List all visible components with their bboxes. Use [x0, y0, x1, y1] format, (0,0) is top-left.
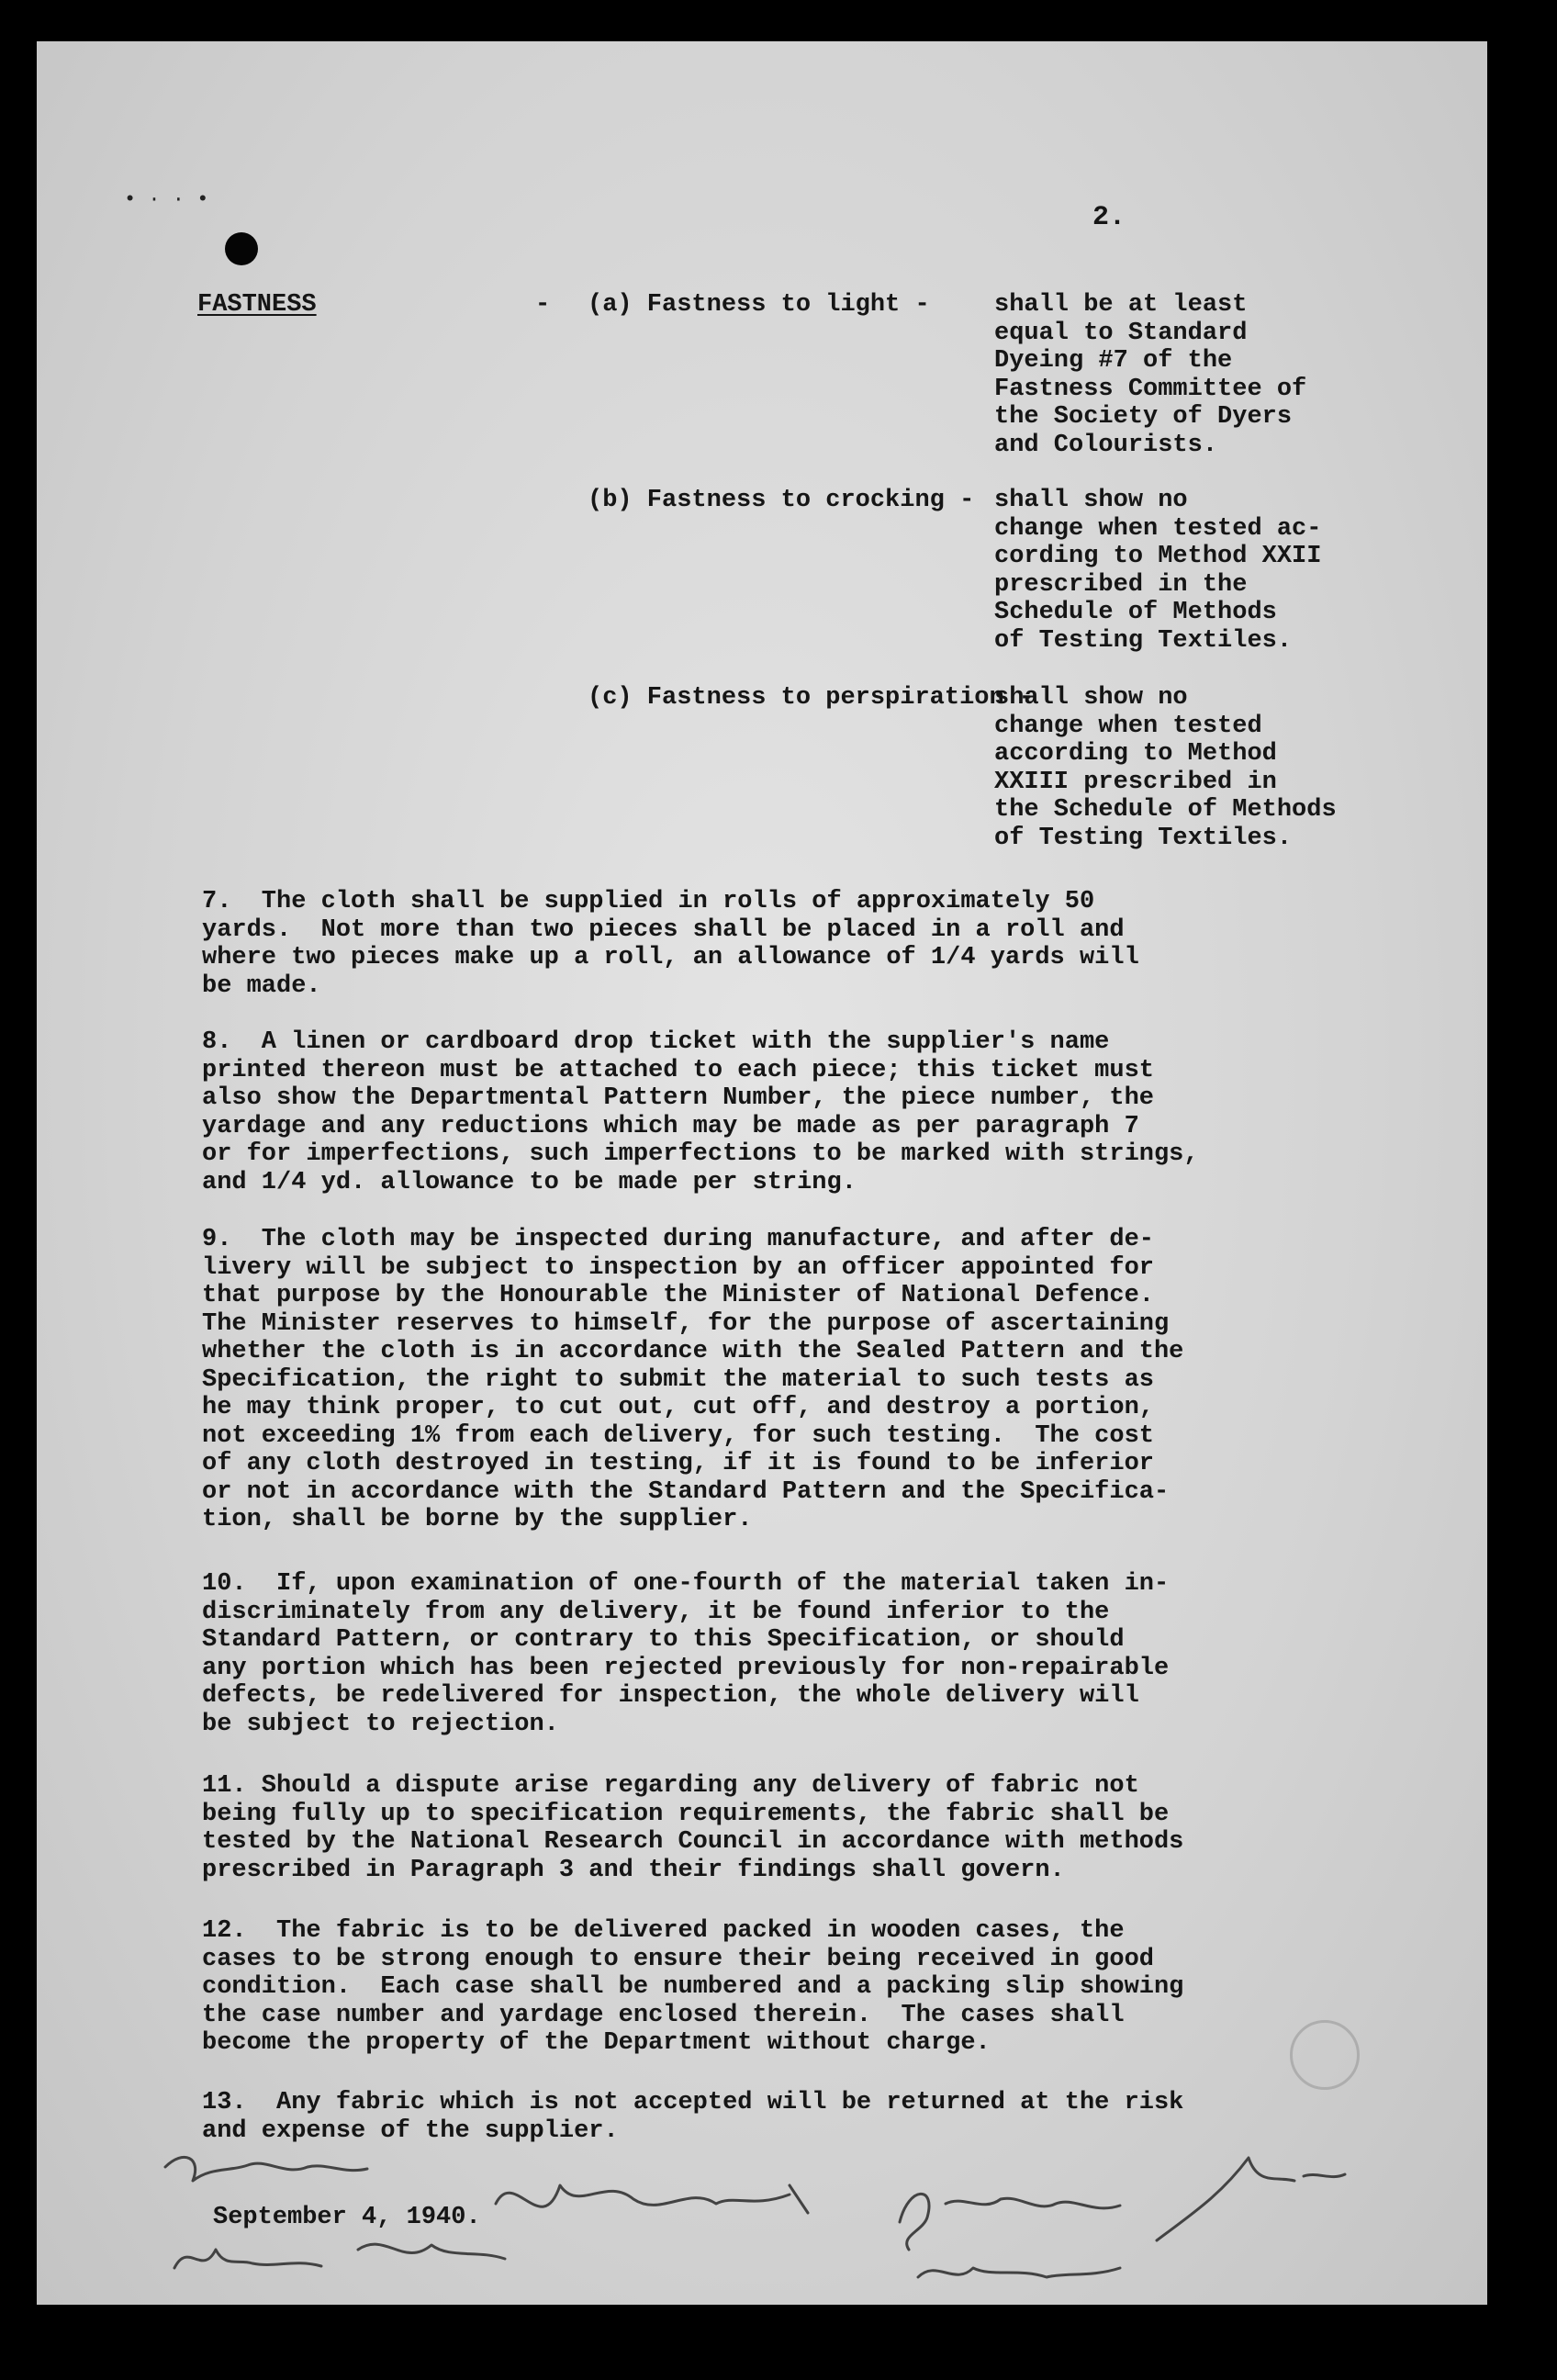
fastness-item-description: shall show no change when tested according to Method XXIII prescribed in the Schedule of Methods of Testing Textiles. [994, 684, 1337, 852]
fastness-item-label: (b) Fastness to crocking - [588, 487, 975, 514]
fastness-item-label: (a) Fastness to light - [588, 291, 930, 319]
paragraph-9: 9. The cloth may be inspected during manufacture, and after de- livery will be subject to inspection by an officer appointed for that purpose by the Honourable the Minister of National Defence. The Minister reserves to himself, for the purpose of ascertaining whether the cloth is in accordance with the Sealed Pattern and the Specification, the right to submit the material to such tests as he may think proper, to cut out, cut off, and destroy a portion, not exceeding 1% from each delivery, for such testing. The cost of any cloth destroyed in testing, if it is found to be inferior or not in accordance with the Standard Pattern and the Specifica- tion, shall be borne by the supplier. [202, 1226, 1184, 1533]
paragraph-12: 12. The fabric is to be delivered packed in wooden cases, the cases to be strong enough to ensure their being received in good condition. Each case shall be numbered and a packing slip showing the case number and yardage enclosed therein. The cases shall become the property of the Department without charge. [202, 1917, 1184, 2057]
fastness-item-label: (c) Fastness to perspiration - [588, 684, 1035, 712]
round-stamp [1290, 2020, 1360, 2090]
paragraph-10: 10. If, upon examination of one-fourth of the material taken in- discriminately from any delivery, it be found inferior to the Standard Pattern, or contrary to this Specification, or should any portion which has been rejected previously for non-repairable defects, be redelivered for inspection, the whole delivery will be subject to rejection. [202, 1570, 1170, 1738]
fastness-heading: FASTNESS [197, 291, 317, 319]
date-line: September 4, 1940. [213, 2204, 481, 2231]
paragraph-11: 11. Should a dispute arise regarding any delivery of fabric not being fully up to specification requirements, the fabric shall be tested by the National Research Council in accordance with methods prescribed in Paragraph 3 and their findings shall govern. [202, 1772, 1184, 1884]
punch-hole [225, 232, 258, 265]
fastness-item-description: shall be at least equal to Standard Dyeing #7 of the Fastness Committee of the Society of Dyers and Colourists. [994, 291, 1307, 459]
paragraph-7: 7. The cloth shall be supplied in rolls of approximately 50 yards. Not more than two pieces shall be placed in a roll and where two pieces make up a roll, an allowance of 1/4 yards will be made. [202, 888, 1139, 1000]
paragraph-13: 13. Any fabric which is not accepted will be returned at the risk and expense of the supplier. [202, 2089, 1184, 2145]
fastness-dash: - [535, 291, 551, 319]
paragraph-8: 8. A linen or cardboard drop ticket with the supplier's name printed thereon must be attached to each piece; this ticket must also show the Departmental Pattern Number, the piece number, the yardage and any reductions which may be made as per paragraph 7 or for imperfections, such imperfections to be marked with strings, and 1/4 yd. allowance to be made per string. [202, 1028, 1199, 1196]
corner-marks: • · · • [124, 188, 209, 211]
page-number: 2. [1092, 202, 1126, 233]
handwritten-signatures [147, 2130, 1395, 2296]
fastness-item-description: shall show no change when tested ac- cording to Method XXII prescribed in the Schedule of Methods of Testing Textiles. [994, 487, 1322, 655]
